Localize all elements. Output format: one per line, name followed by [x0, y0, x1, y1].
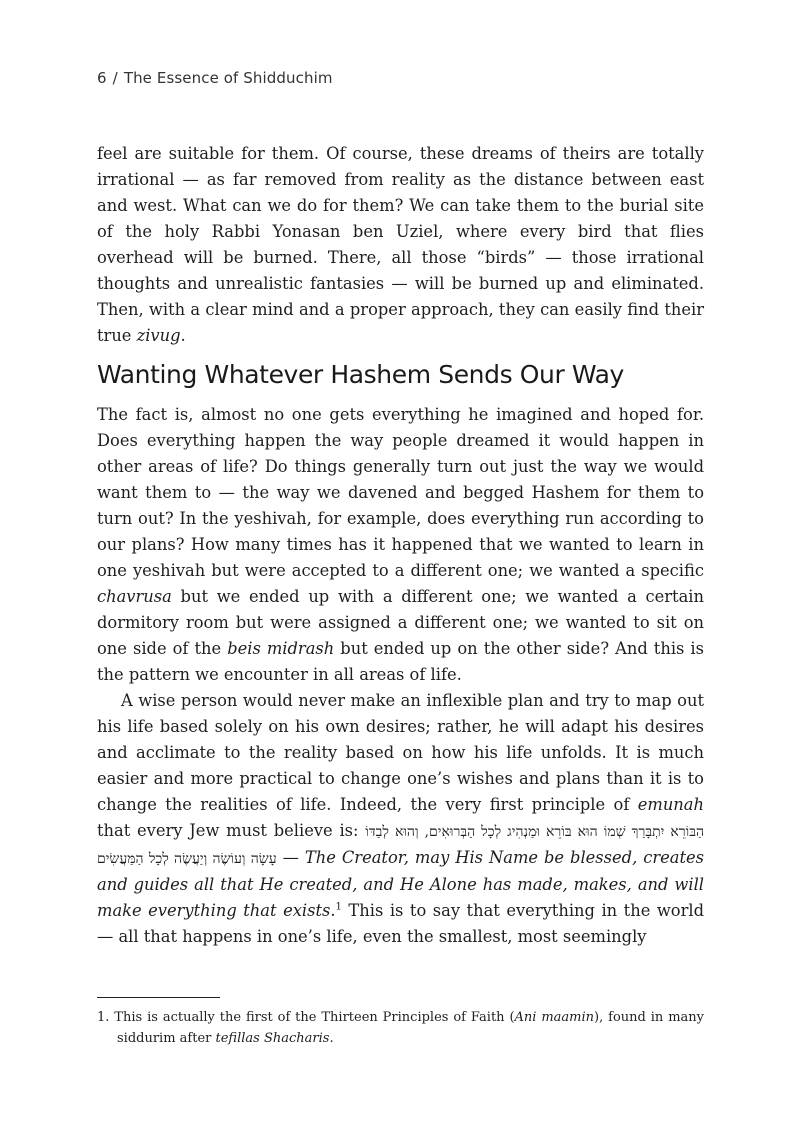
footnote-text: This is actually the first of the Thirteen Principles of Faith (: [109, 1010, 515, 1025]
footnote-number: 1.: [97, 1010, 110, 1025]
translation-italic: The Creator, may His Name be blessed, creates and guides all that He created, and He Alone has made, makes, and will make everything that exists: [97, 848, 704, 920]
paragraph-text: The fact is, almost no one gets everything he imagined and hoped for. Does everything happen the way people dreamed it would happen in other areas of life? Do things generally turn out just the way we would want them to — the way we davened and begged Hashem for them to turn out? In the yeshivah, for example, does everything run according to our plans? How many times has it happened that we wanted to learn in one yeshivah but were accepted to a different one; we wanted a specific: [97, 405, 704, 580]
paragraph-text: but we ended up with a different one; we wanted a certain dormitory room but were assigned a different one; we wanted to sit on one side of the: [97, 587, 704, 658]
dash: —: [276, 848, 305, 867]
hebrew-quote: הַבּוֹרֵא יִתְבָּרַךְ שְׁמוֹ הוּא בּוֹרֵא וּמַנְהִיג לְכָל הַבְּרוּאִים, וְהוּא לְבַדּוֹ עָשָׂה וְעוֹשֶׂה וְיַעֲשֶׂה לְכָל הַמַּעֲשִׂים: [97, 824, 704, 867]
italic-term: tefillas Shacharis: [215, 1031, 330, 1046]
italic-term: chavrusa: [97, 587, 172, 606]
italic-term: Ani maamin: [514, 1010, 595, 1025]
footnote-reference[interactable]: 1: [335, 901, 342, 913]
running-head-separator: /: [112, 69, 118, 87]
paragraph-text: A wise person would never make an inflexible plan and try to map out his life based solely on his own desires; rather, he will adapt his desires and acclimate to the reality based on how his life unfolds. It is much easier and more practical to change one’s wishes and plans than it is to change the realities of life. Indeed, the very first principle of: [97, 691, 704, 814]
footnote: [97, 1007, 704, 1049]
book-title: The Essence of Shidduchim: [123, 69, 333, 87]
paragraph-text-end: .: [180, 326, 186, 345]
italic-term: emunah: [637, 795, 704, 814]
paragraph-text: that every Jew must believe is:: [97, 821, 366, 840]
footnote-text: .: [329, 1031, 334, 1046]
italic-term: beis midrash: [227, 639, 335, 658]
paragraph-continued: [97, 141, 704, 349]
paragraph-text: but ended up on the other side? And this is the pattern we encounter in all areas of life.: [97, 639, 704, 684]
footnote-divider: [97, 997, 220, 998]
paragraph-text: .: [330, 901, 336, 920]
running-head: [97, 69, 333, 87]
paragraph: [97, 688, 704, 950]
paragraph: [97, 402, 704, 688]
page-number: 6: [97, 69, 107, 87]
section-body: [97, 402, 704, 950]
paragraph-text: This is to say that everything in the world — all that happens in one’s life, even the smallest, most seemingly: [97, 901, 704, 946]
paragraph-text: feel are suitable for them. Of course, these dreams of theirs are totally irrational — as far removed from reality as the distance between east and west. What can we do for them? We can take them to the burial site of the holy Rabbi Yonasan ben Uziel, where every bird that flies overhead will be burned. There, all those “birds” — those irrational thoughts and unrealistic fantasies — will be burned up and eliminated. Then, with a clear mind and a proper approach, they can easily find their true: [97, 144, 704, 345]
footnote-text: ), found in many siddurim after: [117, 1010, 704, 1046]
italic-term: zivug: [136, 326, 181, 345]
section-heading: Wanting Whatever Hashem Sends Our Way: [97, 360, 624, 389]
